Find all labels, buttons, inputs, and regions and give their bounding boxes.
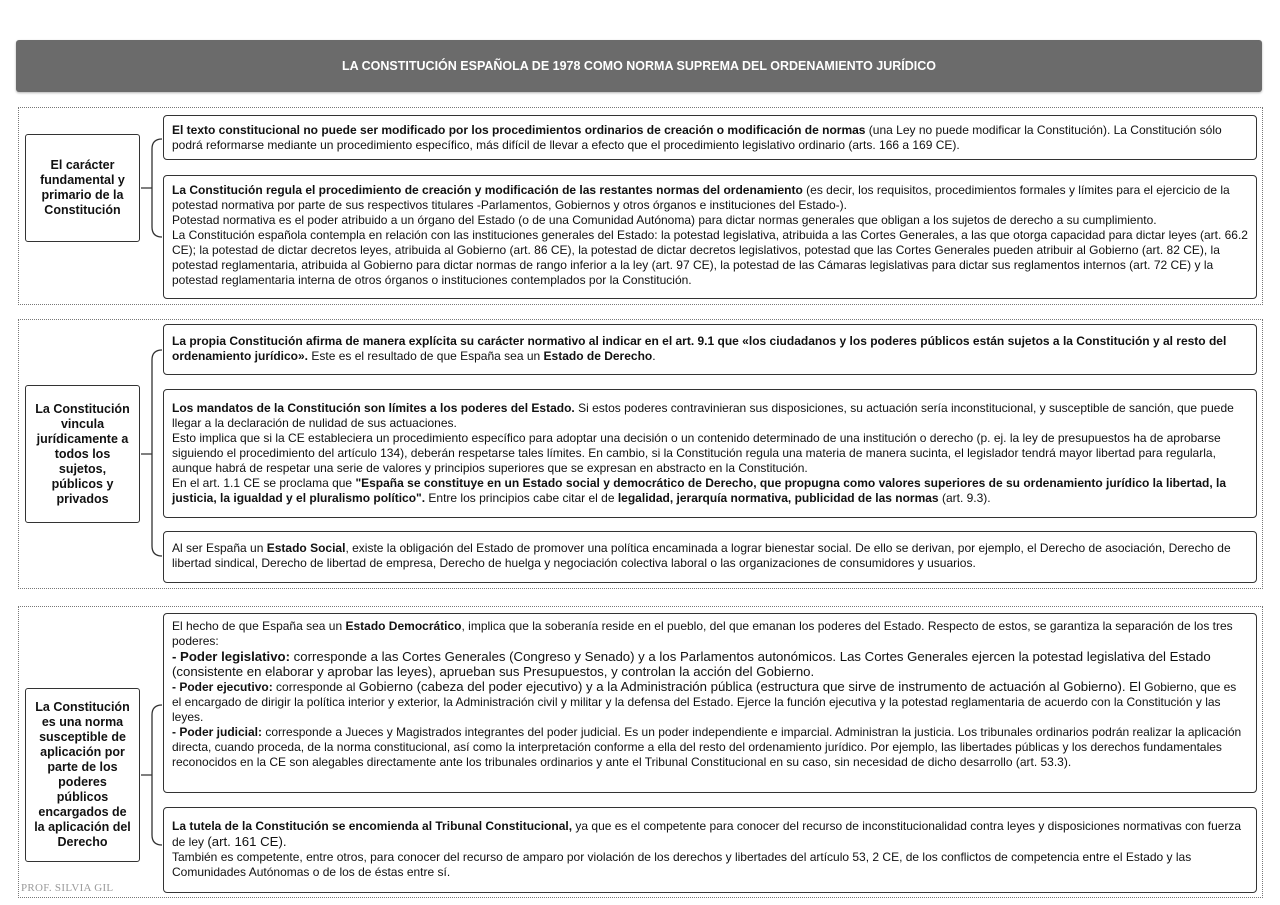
content-box: La Constitución regula el procedimiento de creación y modificación de las restantes normas del ordenamiento (es decir, los requisitos, procedimientos formales y límites para el ejercicio de la potestad normativa por parte de sus respectivos titulares -Parlamentos, Gobiernos y otros órganos e instituciones del Estado-). Potestad normativa es el poder atribuido a un órgano del Estado (o de una Comunidad Autónoma) para dictar normas generales que obligan a los sujetos de derecho a su cumplimiento. La Constitución española contempla en relación con las instituciones generales del Estado: la potestad legislativa, atribuida a las Cortes Generales, a las que otorga capacidad para dictar leyes (art. 66.2 CE); la potestad de dictar decretos leyes, atribuida al Gobierno (art. 86 CE), la potestad de dictar decretos legislativos, potestad que las Cortes Generales pueden atribuir al Gobierno (art. 82 CE), la potestad reglamentaria, atribuida al Gobierno para dictar normas de rango inferior a la ley (art. 97 CE), la potestad de las Cámaras legislativas para dictar sus reglamentos internos (art. 72 CE) y la potestad reglamentaria interna de otros órganos o instituciones contemplados por la Constitución. bbox=[163, 175, 1257, 299]
content-box: Los mandatos de la Constitución son límites a los poderes del Estado. Si estos poderes contravinieran sus disposiciones, su actuación sería inconstitucional, y susceptible de sanción, que puede llegar a la declaración de nulidad de sus actuaciones. Esto implica que si la CE estableciera un procedimiento específico para adoptar una decisión o un contenido determinado de una institución o derecho (p. ej. la ley de presupuestos ha de aprobarse siguiendo el procedimiento del artículo 134), deberán respetarse tales límites. En cambio, si la Constitución regula una materia de manera sucinta, el legislador tendrá mayor libertad para regularla, aunque habrá de respetar una serie de valores y principios superiores que se expresan en abstracto en la Constitución. En el art. 1.1 CE se proclama que "España se constituye en un Estado social y democrático de Derecho, que propugna como valores superiores de su ordenamiento jurídico la libertad, la justicia, la igualdad y el pluralismo político". Entre los principios cabe citar el de legalidad, jerarquía normativa, publicidad de las normas (art. 9.3). bbox=[163, 389, 1257, 518]
section-caracter-fundamental bbox=[18, 107, 1263, 305]
author-watermark: PROF. SILVIA GIL bbox=[21, 882, 114, 894]
content-box: La propia Constitución afirma de manera explícita su carácter normativo al indicar en el art. 9.1 que «los ciudadanos y los poderes públicos están sujetos a la Constitución y al resto del ordenamiento jurídico». Este es el resultado de que España sea un Estado de Derecho. bbox=[163, 324, 1257, 375]
section-label: La Constitución vincula jurídicamente a todos los sujetos, públicos y privados bbox=[25, 385, 140, 523]
section-label: La Constitución es una norma susceptible de aplicación por parte de los poderes públicos encargados de la aplicación del Derecho bbox=[25, 688, 140, 862]
content-box: La tutela de la Constitución se encomienda al Tribunal Constitucional, ya que es el competente para conocer del recurso de inconstitucionalidad contra leyes y disposiciones normativas con fuerza de ley (art. 161 CE). También es competente, entre otros, para conocer del recurso de amparo por violación de los derechos y libertades del artículo 53, 2 CE, de los conflictos de competencia entre el Estado y las Comunidades Autónomas o de los de éstas entre sí. bbox=[163, 807, 1257, 893]
section-vincula-juridicamente bbox=[18, 319, 1263, 589]
section-label: El carácter fundamental y primario de la Constitución bbox=[25, 134, 140, 242]
content-box: Al ser España un Estado Social, existe la obligación del Estado de promover una política encaminada a lograr bienestar social. De ello se derivan, por ejemplo, el Derecho de asociación, Derecho de libertad sindical, Derecho de libertad de empresa, Derecho de huelga y negociación colectiva laboral o las organizaciones de consumidores y usuarios. bbox=[163, 531, 1257, 583]
bracket-connector bbox=[140, 607, 164, 899]
page-title: LA CONSTITUCIÓN ESPAÑOLA DE 1978 COMO NORMA SUPREMA DEL ORDENAMIENTO JURÍDICO bbox=[16, 40, 1262, 92]
content-box: El texto constitucional no puede ser modificado por los procedimientos ordinarios de creación o modificación de normas (una Ley no puede modificar la Constitución). La Constitución sólo podrá reformarse mediante un procedimiento específico, más difícil de llevar a efecto que el procedimiento legislativo ordinario (arts. 166 a 169 CE). bbox=[163, 115, 1257, 160]
section-aplicacion-poderes bbox=[18, 606, 1263, 898]
bracket-connector bbox=[140, 108, 164, 306]
content-box: El hecho de que España sea un Estado Democrático, implica que la soberanía reside en el pueblo, del que emanan los poderes del Estado. Respecto de estos, se garantiza la separación de los tres poderes: - Poder legislativo: corresponde a las Cortes Generales (Congreso y Senado) y a los Parlamentos autonómicos. Las Cortes Generales ejercen la potestad legislativa del Estado (consistente en elaborar y aprobar las leyes), aprueban sus Presupuestos, y controlan la acción del Gobierno. - Poder ejecutivo: corresponde al Gobierno (cabeza del poder ejecutivo) y a la Administración pública (estructura que sirve de instrumento de actuación al Gobierno). El Gobierno, que es el encargado de dirigir la política interior y exterior, la Administración civil y militar y la defensa del Estado. Ejerce la función ejecutiva y la potestad reglamentaria de acuerdo con la Constitución y las leyes. - Poder judicial: corresponde a Jueces y Magistrados integrantes del poder judicial. Es un poder independiente e imparcial. Administran la justicia. Los tribunales ordinarios podrán realizar la aplicación directa, cuando proceda, de la norma constitucional, así como la interpretación conforme a ella del resto del ordenamiento jurídico. Por ejemplo, las libertades públicas y los derechos fundamentales reconocidos en la CE son alegables directamente ante los tribunales ordinarios y ante el Tribunal Constitucional en su caso, sin necesidad de dicho desarrollo (art. 53.3). bbox=[163, 613, 1257, 793]
bracket-connector bbox=[140, 320, 164, 590]
